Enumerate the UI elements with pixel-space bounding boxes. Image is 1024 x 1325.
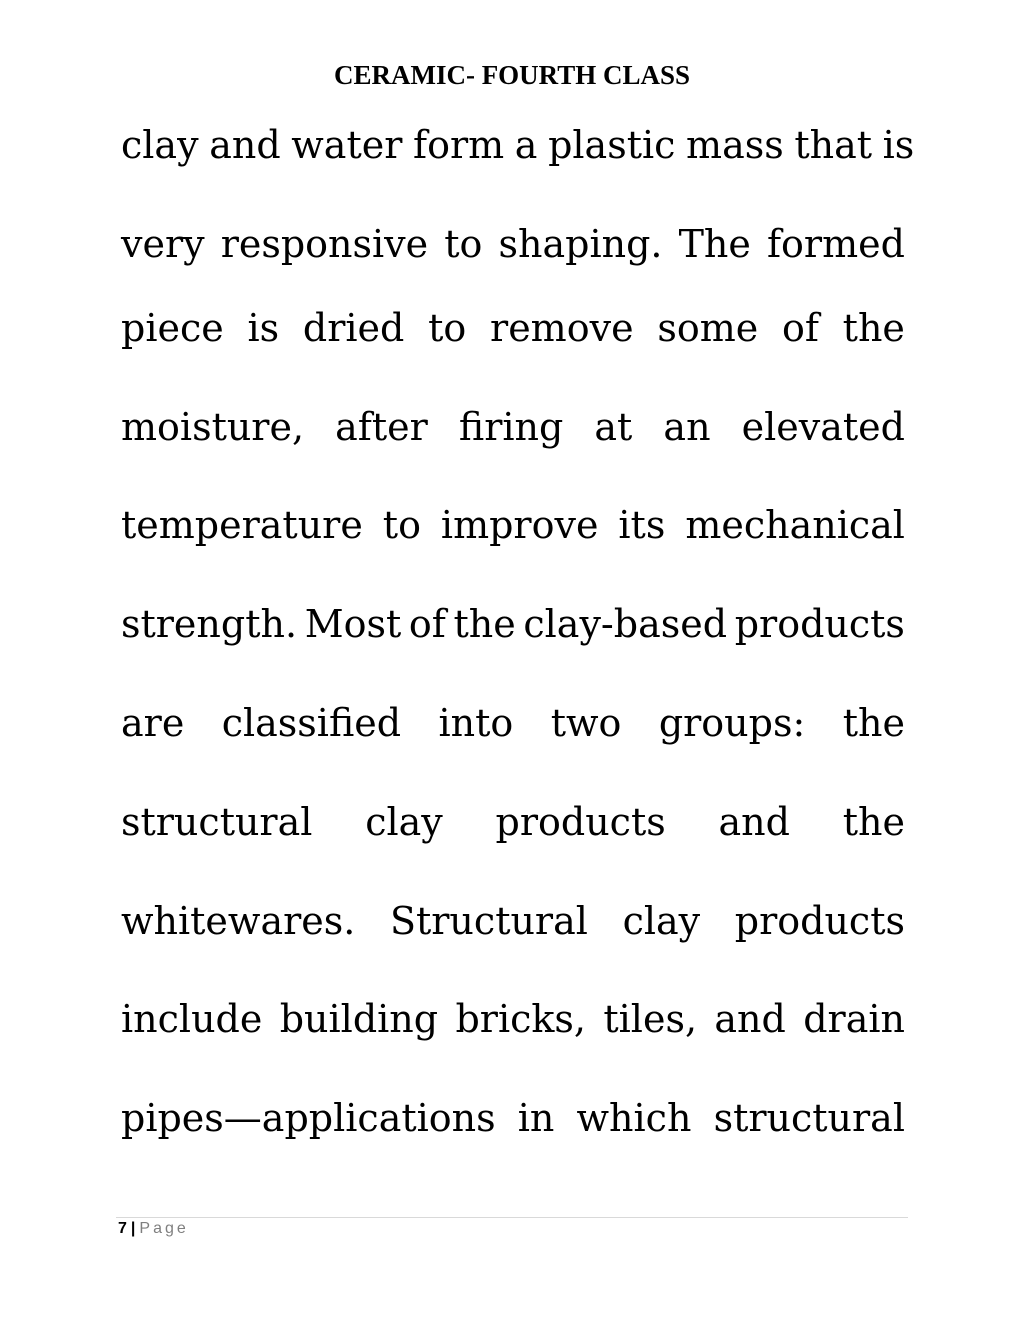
word: remove: [490, 306, 634, 350]
word: its: [618, 503, 666, 547]
word: clay: [622, 899, 701, 943]
page-header-title: CERAMIC- FOURTH CLASS: [333, 60, 691, 90]
word: into: [438, 701, 514, 745]
word: improve: [440, 503, 599, 547]
word: the: [842, 800, 905, 844]
word: after: [335, 405, 428, 449]
word: shaping.: [498, 222, 663, 266]
text-line: [121, 303, 905, 353]
word: pipes—applications: [121, 1096, 496, 1140]
word: classified: [221, 701, 402, 745]
word: some: [657, 306, 759, 350]
word: of: [408, 602, 446, 646]
word: the: [453, 602, 516, 646]
word: are: [121, 701, 185, 745]
footer-separator: |: [130, 1220, 136, 1237]
word: clay: [365, 800, 443, 844]
word: form: [413, 123, 505, 167]
text-line: [121, 994, 905, 1044]
word: building: [279, 997, 439, 1041]
word: drain: [803, 997, 905, 1041]
word: Structural: [389, 899, 588, 943]
word: to: [428, 306, 467, 350]
word: very: [121, 222, 205, 266]
page-footer: [118, 1220, 189, 1238]
word: of: [781, 306, 819, 350]
word: the: [842, 701, 905, 745]
word: formed: [766, 222, 905, 266]
word: piece: [121, 306, 224, 350]
word: mass: [686, 123, 784, 167]
word: responsive: [220, 222, 429, 266]
text-line: [121, 797, 905, 847]
footer-divider: [116, 1217, 908, 1218]
text-line: [121, 500, 905, 550]
word: The: [678, 222, 751, 266]
word: to: [382, 503, 421, 547]
word: structural: [713, 1096, 905, 1140]
word: plastic: [548, 123, 676, 167]
word: to: [444, 222, 483, 266]
word: bricks,: [455, 997, 587, 1041]
text-line: [121, 1093, 905, 1143]
word: products: [495, 800, 666, 844]
text-line: [121, 402, 905, 452]
word: which: [576, 1096, 692, 1140]
word: water: [291, 123, 403, 167]
word: the: [842, 306, 905, 350]
word: clay-based: [523, 602, 728, 646]
word: in: [517, 1096, 555, 1140]
word: include: [121, 997, 263, 1041]
text-line: [121, 219, 905, 269]
word: that: [794, 123, 873, 167]
word: a: [514, 123, 538, 167]
word: and: [714, 997, 786, 1041]
text-line: [121, 120, 915, 170]
word: an: [663, 405, 711, 449]
word: is: [247, 306, 280, 350]
word: is: [882, 123, 915, 167]
text-line: [121, 896, 905, 946]
word: products: [734, 602, 905, 646]
page-label: Page: [139, 1220, 189, 1237]
word: dried: [302, 306, 405, 350]
word: whitewares.: [121, 899, 356, 943]
text-line: [121, 599, 905, 649]
word: clay: [121, 123, 199, 167]
word: firing: [458, 405, 564, 449]
word: at: [594, 405, 633, 449]
word: structural: [121, 800, 313, 844]
page-number: 7: [118, 1220, 127, 1237]
word: products: [734, 899, 905, 943]
word: groups:: [658, 701, 806, 745]
word: strength.: [121, 602, 298, 646]
word: temperature: [121, 503, 363, 547]
word: and: [718, 800, 790, 844]
word: tiles,: [603, 997, 698, 1041]
word: Most: [304, 602, 402, 646]
text-line: [121, 698, 905, 748]
word: mechanical: [685, 503, 905, 547]
word: two: [550, 701, 622, 745]
word: moisture,: [121, 405, 305, 449]
word: and: [209, 123, 281, 167]
word: elevated: [741, 405, 905, 449]
